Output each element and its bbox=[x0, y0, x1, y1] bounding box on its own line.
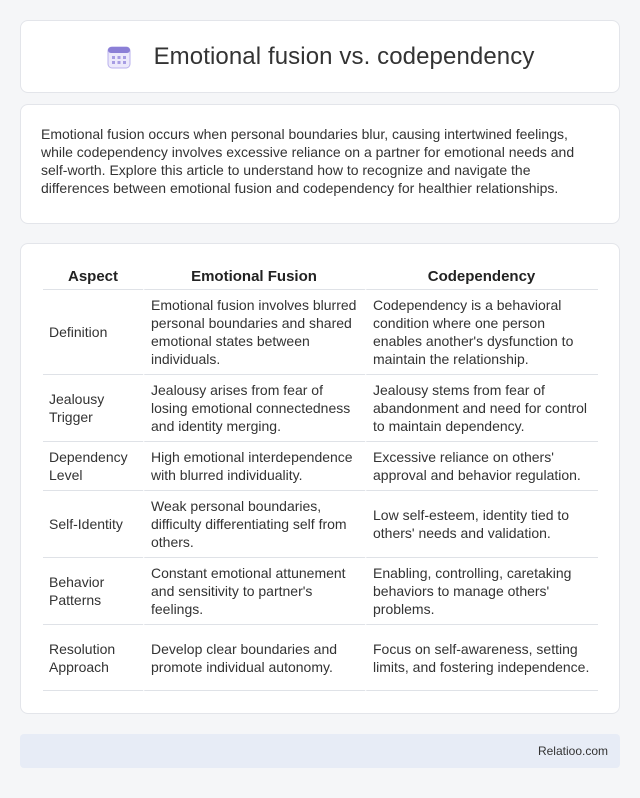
row-codependency: Excessive reliance on others' approval and behavior regulation. bbox=[365, 441, 598, 490]
header-emotional-fusion: Emotional Fusion bbox=[191, 268, 317, 285]
row-aspect: Definition bbox=[43, 289, 143, 374]
table-row bbox=[43, 441, 598, 490]
table-header-row bbox=[43, 263, 598, 289]
row-codependency: Focus on self-awareness, setting limits, and fostering independence. bbox=[365, 624, 598, 691]
row-aspect: Resolution Approach bbox=[43, 624, 143, 691]
row-aspect: Dependency Level bbox=[43, 441, 143, 490]
row-fusion: High emotional interdependence with blurred individuality. bbox=[143, 441, 365, 490]
table-row bbox=[43, 374, 598, 441]
footer-bar bbox=[20, 734, 620, 768]
row-codependency: Jealousy stems from fear of abandonment and need for control to maintain dependency. bbox=[365, 374, 598, 441]
header-codependency: Codependency bbox=[427, 268, 536, 285]
row-codependency: Codependency is a behavioral condition where one person enables another's dysfunction to maintain the relationship. bbox=[365, 289, 598, 374]
comparison-table bbox=[43, 263, 598, 691]
table-row bbox=[43, 557, 598, 624]
title-card bbox=[20, 20, 620, 93]
row-codependency: Low self-esteem, identity tied to others' needs and validation. bbox=[365, 490, 598, 557]
row-codependency: Enabling, controlling, caretaking behaviors to manage others' problems. bbox=[365, 557, 598, 624]
table-row bbox=[43, 490, 598, 557]
row-fusion: Jealousy arises from fear of losing emotional connectedness and identity merging. bbox=[143, 374, 365, 441]
row-fusion: Weak personal boundaries, difficulty differentiating self from others. bbox=[143, 490, 365, 557]
row-aspect: Jealousy Trigger bbox=[43, 374, 143, 441]
table-row bbox=[43, 624, 598, 691]
intro-card bbox=[20, 104, 620, 224]
intro-text: Emotional fusion occurs when personal boundaries blur, causing intertwined feelings, while codependency involves excessive reliance on a partner for emotional needs and self-worth. Explore this article to understand how to recognize and navigate the differences between emotional fusion and codependency for healthier relationships. bbox=[41, 126, 575, 196]
row-aspect: Behavior Patterns bbox=[43, 557, 143, 624]
footer-brand[interactable]: Relatioo.com bbox=[537, 744, 608, 758]
header-aspect: Aspect bbox=[67, 268, 119, 285]
row-fusion: Constant emotional attunement and sensitivity to partner's feelings. bbox=[143, 557, 365, 624]
page-title: Emotional fusion vs. codependency bbox=[153, 42, 535, 70]
calendar-grid-icon bbox=[106, 44, 132, 70]
comparison-card bbox=[20, 243, 620, 714]
row-fusion: Develop clear boundaries and promote individual autonomy. bbox=[143, 624, 365, 691]
row-fusion: Emotional fusion involves blurred personal boundaries and shared emotional states between individuals. bbox=[143, 289, 365, 374]
row-aspect: Self-Identity bbox=[43, 490, 143, 557]
table-row bbox=[43, 289, 598, 374]
